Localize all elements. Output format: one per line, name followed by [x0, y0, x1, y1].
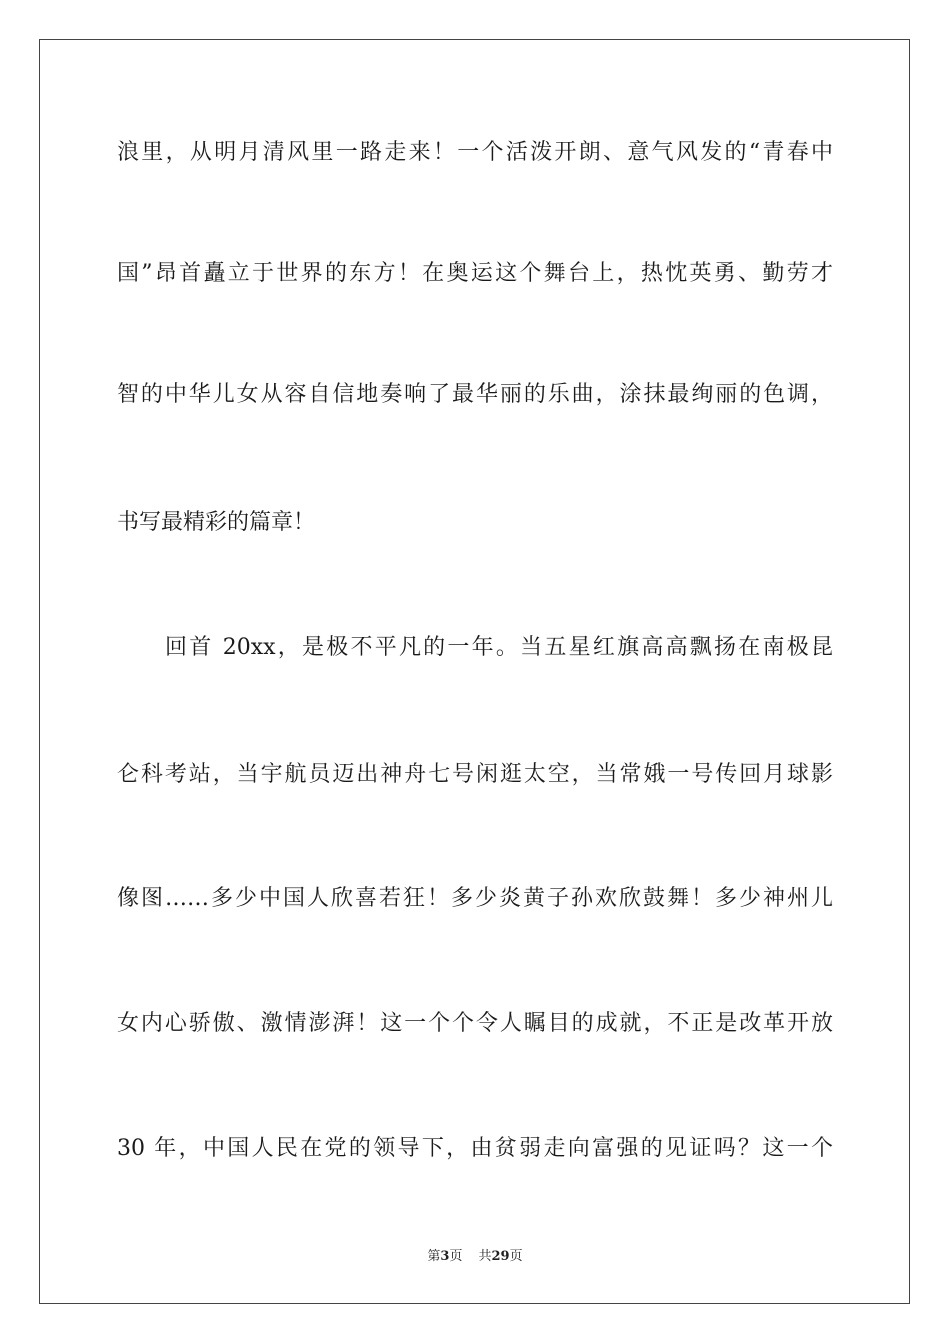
text-line-1: 浪里，从明月清风里一路走来！一个活泼开朗、意气风发的“青春中: [117, 140, 833, 165]
page-border: [39, 39, 910, 1304]
text-line-4: 书写最精彩的篇章！: [117, 510, 316, 535]
text-line-9: 30 年，中国人民在党的领导下，由贫弱走向富强的见证吗？这一个: [117, 1136, 833, 1161]
footer-page-suffix: 页: [449, 1249, 463, 1264]
footer-page-prefix: 第: [427, 1249, 441, 1264]
text-line-6: 仑科考站，当宇航员迈出神舟七号闲逛太空，当常娥一号传回月球影: [117, 762, 833, 787]
page-footer: [0, 1248, 950, 1266]
text-line-2: 国”昂首矗立于世界的东方！在奥运这个舞台上，热忱英勇、勤劳才: [117, 261, 833, 286]
footer-total-suffix: 页: [509, 1249, 523, 1264]
text-line-5: 回首 20xx，是极不平凡的一年。当五星红旗高高飘扬在南极昆: [165, 635, 833, 660]
text-line-7: 像图……多少中国人欣喜若狂！多少炎黄子孙欢欣鼓舞！多少神州儿: [117, 886, 833, 911]
footer-total-pages: 29: [491, 1249, 510, 1264]
footer-page-number: 3: [440, 1249, 450, 1264]
text-line-8: 女内心骄傲、激情澎湃！这一个个令人瞩目的成就，不正是改革开放: [117, 1011, 833, 1036]
text-line-3: 智的中华儿女从容自信地奏响了最华丽的乐曲，涂抹最绚丽的色调，: [117, 382, 833, 407]
footer-total-prefix: 共: [478, 1249, 492, 1264]
